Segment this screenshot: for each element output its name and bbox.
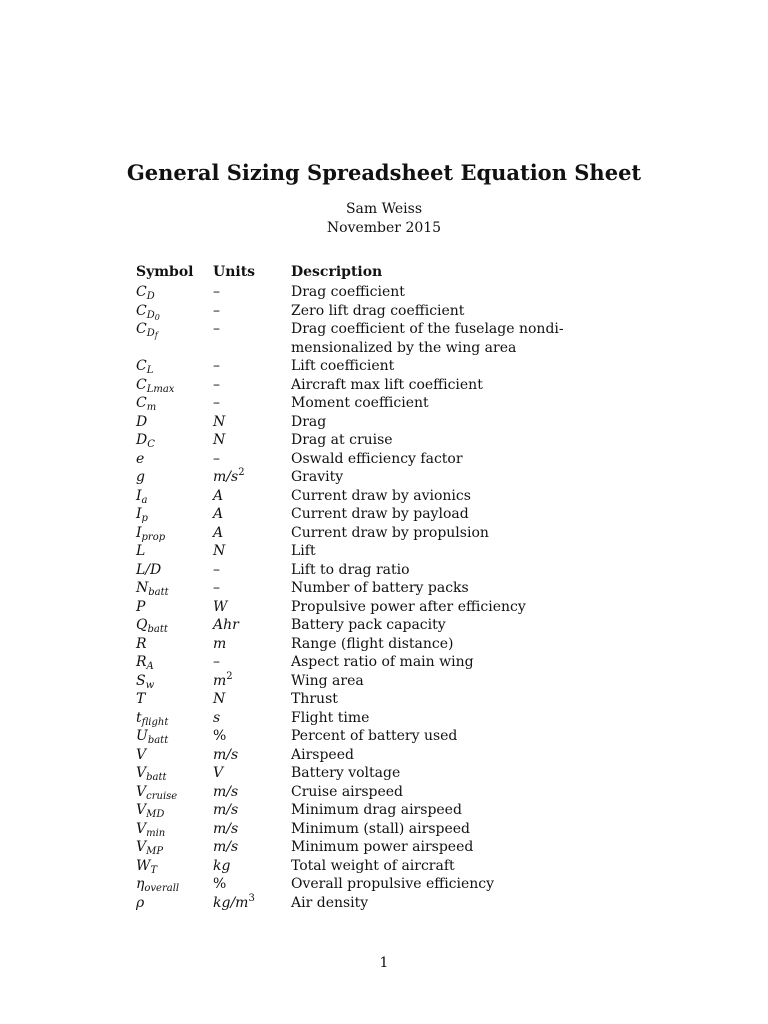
table-row (136, 413, 636, 432)
symbol-subscript: w (145, 679, 155, 691)
symbol-cell (136, 653, 213, 672)
symbol-base: U (136, 728, 148, 744)
units-cell: N (213, 691, 226, 707)
symbol-cell (136, 764, 213, 783)
symbol-cell (136, 838, 213, 857)
description-cell: Cruise airspeed (291, 783, 404, 800)
table-row (136, 524, 636, 543)
description-cell: Lift coefficient (291, 358, 395, 374)
symbol-cell (136, 894, 213, 913)
symbol-cell (136, 450, 213, 469)
units-cell: N (213, 432, 226, 448)
table-row (136, 653, 636, 672)
symbol-subscript: flight (141, 716, 169, 728)
units-cell: W (213, 598, 228, 615)
description-cell: Flight time (291, 709, 370, 726)
symbol-cell (136, 320, 213, 357)
symbol-cell (136, 672, 213, 691)
symbol-cell (136, 857, 213, 876)
symbol-subscript: Df (146, 328, 158, 340)
table-row (136, 727, 636, 746)
description-cell: Thrust (291, 691, 338, 707)
symbol-cell (136, 468, 213, 487)
page-number: 1 (379, 955, 389, 971)
units-cell: V (213, 765, 224, 781)
table-row (136, 820, 636, 839)
table-row (136, 283, 636, 302)
symbol-base: T (136, 691, 146, 707)
units-cell: A (213, 506, 224, 522)
units-cell: m/s (213, 839, 239, 855)
table-row (136, 320, 636, 357)
description-cell: Percent of battery used (291, 728, 458, 744)
symbol-base: ρ (136, 894, 145, 911)
description-cell: Minimum drag airspeed (291, 802, 462, 818)
units-cell: – (213, 580, 220, 596)
symbol-base: R (136, 635, 147, 652)
symbol-base: D (136, 432, 148, 448)
table-row (136, 857, 636, 876)
table-row (136, 801, 636, 820)
symbol-cell (136, 746, 213, 765)
symbol-cell (136, 542, 213, 561)
symbol-cell (136, 413, 213, 432)
description-cell: Drag (291, 413, 327, 430)
symbol-sub-subscript: f (154, 331, 158, 340)
symbol-base: R (136, 654, 147, 670)
symbol-base: e (136, 450, 145, 467)
symbol-base: C (136, 321, 147, 337)
symbol-cell (136, 598, 213, 617)
table-row (136, 672, 636, 691)
symbol-subscript: overall (144, 883, 180, 894)
units-cell: A (213, 487, 224, 504)
symbol-subscript: min (146, 827, 166, 839)
description-cell: Minimum power airspeed (291, 839, 474, 855)
symbol-cell (136, 431, 213, 450)
symbol-cell (136, 690, 213, 709)
table-row (136, 431, 636, 450)
symbol-base: V (136, 746, 147, 763)
table-row (136, 709, 636, 728)
symbol-base: I (136, 487, 142, 504)
description-cell: Wing area (291, 672, 364, 689)
symbol-base: Q (136, 617, 148, 633)
units-cell: m/s (213, 746, 239, 763)
symbol-subscript: cruise (146, 790, 178, 802)
description-cell: Moment coefficient (291, 395, 429, 411)
document-title: General Sizing Spreadsheet Equation Sheet (126, 160, 642, 185)
table-row (136, 838, 636, 857)
table-row (136, 357, 636, 376)
symbol-subscript: batt (147, 624, 168, 635)
symbol-base: V (136, 802, 147, 818)
symbol-table (136, 264, 636, 912)
symbol-subscript: batt (146, 772, 167, 783)
symbol-base: η (136, 876, 145, 892)
description-cell: Propulsive power after efficiency (291, 598, 526, 615)
table-row (136, 450, 636, 469)
table-row (136, 746, 636, 765)
units-cell: m/s (213, 802, 239, 818)
table-row (136, 579, 636, 598)
symbol-subscript: MP (146, 846, 164, 857)
symbol-subscript: m (146, 402, 157, 413)
table-body (136, 283, 636, 912)
units-cell: $m/s^2$ (213, 467, 245, 485)
table-row (136, 875, 636, 894)
table-row (136, 690, 636, 709)
symbol-subscript: Lmax (146, 383, 175, 395)
header-description: Description (291, 264, 383, 280)
table-row (136, 394, 636, 413)
symbol-subscript: MD (146, 809, 165, 820)
symbol-base: V (136, 820, 147, 837)
description-cell: Airspeed (291, 746, 354, 763)
symbol-sub-subscript: 0 (154, 312, 160, 322)
units-cell: – (213, 450, 220, 467)
symbol-subscript: batt (148, 587, 169, 598)
table-row (136, 487, 636, 506)
symbol-base: C (136, 302, 147, 319)
symbol-cell (136, 783, 213, 802)
description-cell: Overall propulsive efficiency (291, 876, 495, 892)
units-cell: s (213, 709, 221, 726)
units-cell: – (213, 654, 220, 670)
description-cell: Aspect ratio of main wing (291, 654, 474, 670)
table-row (136, 561, 636, 580)
table-row (136, 616, 636, 635)
description-cell: Oswald efficiency factor (291, 450, 463, 467)
symbol-cell (136, 727, 213, 746)
symbol-base: D (136, 413, 148, 430)
symbol-cell (136, 524, 213, 543)
symbol-cell (136, 561, 213, 580)
symbol-base: V (136, 765, 147, 781)
units-cell: – (213, 321, 220, 337)
symbol-subscript: a (141, 494, 148, 506)
symbol-base: S (136, 672, 146, 689)
symbol-subscript: A (146, 661, 154, 672)
symbol-base: t (136, 709, 142, 726)
table-row (136, 783, 636, 802)
units-cell: N (213, 543, 226, 559)
symbol-base: L (136, 543, 146, 559)
table-row (136, 894, 636, 913)
description-cell: Drag at cruise (291, 432, 393, 448)
table-row (136, 635, 636, 654)
table-row (136, 468, 636, 487)
symbol-base: I (136, 506, 142, 522)
table-row (136, 302, 636, 321)
description-cell: Drag coefficient (291, 284, 405, 300)
units-cell: A (213, 524, 224, 541)
units-cell: – (213, 395, 220, 411)
symbol-subscript: D (146, 291, 155, 302)
symbol-base: V (136, 839, 147, 855)
symbol-base: W (136, 857, 151, 874)
symbol-subscript: prop (141, 531, 166, 543)
description-cell: Total weight of aircraft (291, 857, 455, 874)
units-cell: Ahr (213, 617, 239, 633)
table-row (136, 376, 636, 395)
units-cell: kg (213, 857, 231, 874)
units-cell: – (213, 284, 220, 300)
symbol-cell (136, 302, 213, 321)
symbol-cell (136, 394, 213, 413)
symbol-cell (136, 635, 213, 654)
units-cell: m/s (213, 783, 239, 800)
symbol-base: V (136, 783, 147, 800)
header-symbol: Symbol (136, 264, 194, 280)
description-cell: Current draw by payload (291, 506, 469, 522)
symbol-subscript: T (150, 864, 158, 876)
symbol-cell (136, 505, 213, 524)
table-header-row (136, 264, 636, 283)
description-cell: Current draw by avionics (291, 487, 471, 504)
symbol-base: P (136, 598, 146, 615)
table-row (136, 505, 636, 524)
symbol-base: I (136, 524, 142, 541)
description-cell: Air density (291, 894, 369, 911)
symbol-base: C (136, 358, 147, 374)
symbol-base: L/D (136, 561, 162, 578)
description-cell: Aircraft max lift coefficient (291, 376, 483, 393)
description-cell: Number of battery packs (291, 580, 469, 596)
description-cell: Gravity (291, 469, 344, 485)
table-row (136, 598, 636, 617)
document-date: November 2015 (326, 220, 442, 236)
symbol-base: C (136, 376, 147, 393)
header-units: Units (213, 264, 256, 280)
units-superscript: 2 (238, 467, 245, 478)
table-row (136, 764, 636, 783)
units-superscript: 2 (226, 670, 233, 682)
units-cell: m (213, 635, 227, 652)
units-superscript: 3 (248, 892, 255, 904)
symbol-subscript: D0 (146, 309, 160, 322)
symbol-base: N (136, 580, 149, 596)
symbol-base: C (136, 395, 147, 411)
units-cell: – (213, 302, 220, 319)
description-cell: Current draw by propulsion (291, 524, 489, 541)
description-cell: Lift (291, 543, 316, 559)
units-cell: $m^2$ (213, 670, 233, 689)
units-cell: – (213, 358, 220, 374)
table-row (136, 542, 636, 561)
description-cell: Drag coefficient of the fuselage nondi- mensionalized by the wing area (291, 321, 564, 356)
symbol-subscript: p (141, 513, 148, 524)
symbol-cell (136, 283, 213, 302)
description-cell: Lift to drag ratio (291, 561, 410, 578)
description-cell: Battery voltage (291, 765, 401, 781)
symbol-cell (136, 875, 213, 894)
units-cell: m/s (213, 820, 239, 837)
symbol-base: C (136, 284, 147, 300)
units-cell: N (213, 413, 226, 430)
author-name: Sam Weiss (345, 201, 423, 217)
symbol-cell (136, 357, 213, 376)
symbol-subscript: L (146, 365, 154, 376)
symbol-base: g (136, 469, 145, 485)
symbol-cell (136, 709, 213, 728)
description-cell: Minimum (stall) airspeed (291, 820, 471, 837)
symbol-cell (136, 487, 213, 506)
symbol-subscript: batt (147, 735, 169, 746)
symbol-cell (136, 820, 213, 839)
symbol-cell (136, 801, 213, 820)
units-cell: % (213, 876, 227, 892)
symbol-subscript: C (147, 439, 155, 450)
description-cell: Range (flight distance) (291, 635, 454, 652)
units-cell: – (213, 376, 220, 393)
description-cell: Zero lift drag coefficient (291, 302, 465, 319)
symbol-cell (136, 579, 213, 598)
symbol-cell (136, 616, 213, 635)
units-cell: $kg/m^3$ (213, 892, 255, 911)
units-cell: % (213, 728, 227, 744)
units-cell: – (213, 561, 220, 578)
symbol-cell (136, 376, 213, 395)
description-cell: Battery pack capacity (291, 617, 446, 633)
